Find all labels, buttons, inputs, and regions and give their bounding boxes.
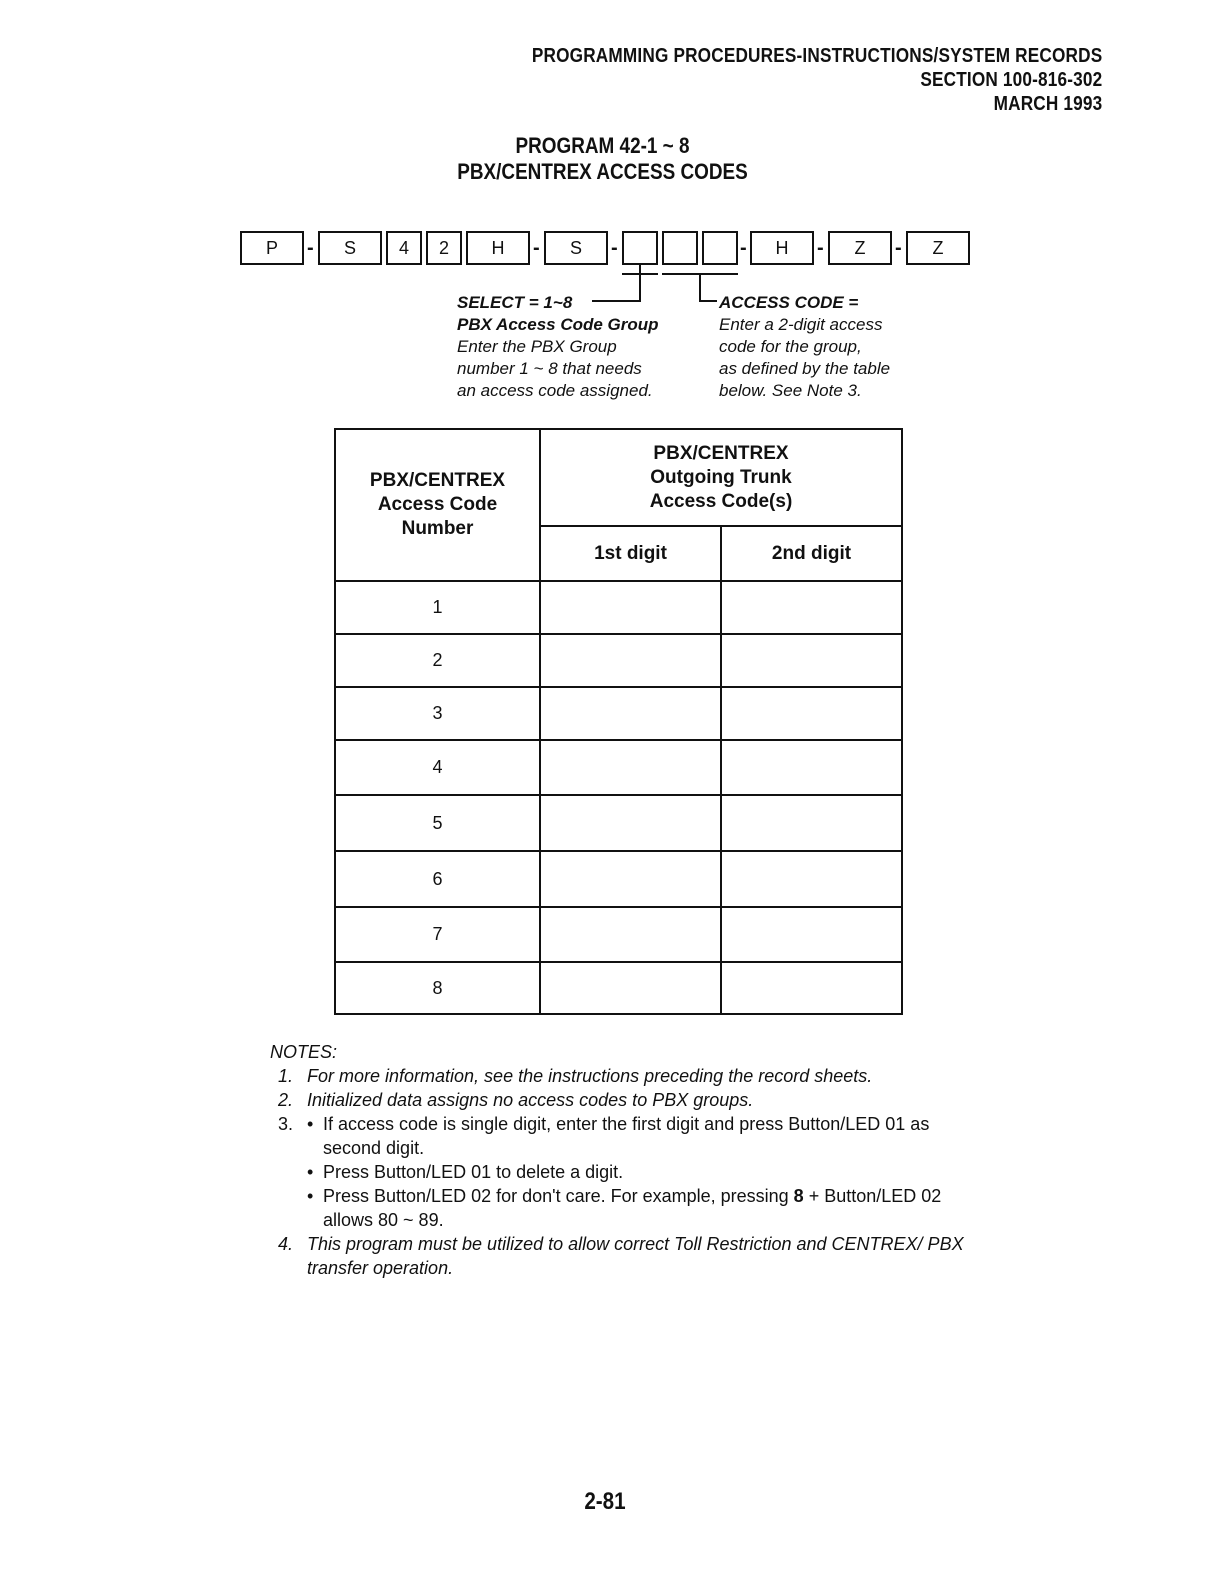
access-annotation (719, 292, 890, 402)
second-digit-cell (721, 851, 902, 907)
second-digit-cell (721, 687, 902, 740)
access-line: below. See Note 3. (719, 381, 862, 400)
note-item (270, 1064, 990, 1088)
first-digit-cell (540, 962, 721, 1014)
table-row (335, 907, 902, 962)
access-label: ACCESS CODE = (719, 293, 859, 312)
note-number: 4. (278, 1234, 294, 1254)
note-bold-digit: 8 (793, 1186, 804, 1206)
table-row (335, 795, 902, 851)
row-number: 2 (335, 634, 540, 687)
note-number: 2. (278, 1090, 294, 1110)
row-number: 3 (335, 687, 540, 740)
key-box-z: Z (906, 231, 970, 265)
select-bracket (622, 273, 658, 275)
row-number: 7 (335, 907, 540, 962)
note-number: 3. (278, 1114, 294, 1134)
select-annotation (457, 292, 659, 402)
row-number: 8 (335, 962, 540, 1014)
key-box-2: 2 (426, 231, 462, 265)
page-number: 2-81 (584, 1488, 626, 1515)
key-box-s: S (544, 231, 608, 265)
select-line: an access code assigned. (457, 381, 653, 400)
access-line: Enter a 2-digit access (719, 315, 883, 334)
note-bullet-text: Press Button/LED 02 for don't care. For example, pressing (323, 1186, 794, 1206)
key-box-access-digit-2 (702, 231, 738, 265)
col-header-access-code-number (335, 429, 540, 581)
header-line: Access Code (377, 494, 498, 515)
access-line: code for the group, (719, 337, 862, 356)
note-text: Initialized data assigns no access codes to PBX groups. (307, 1090, 754, 1110)
separator: - (611, 237, 618, 259)
note-bullet (307, 1184, 990, 1232)
key-box-4: 4 (386, 231, 422, 265)
select-line: Enter the PBX Group (457, 337, 617, 356)
second-digit-cell (721, 634, 902, 687)
program-number: PROGRAM 42-1 ~ 8 (515, 133, 690, 158)
key-box-select (622, 231, 658, 265)
select-label: SELECT = 1~8 (457, 293, 573, 312)
row-number: 4 (335, 740, 540, 795)
first-digit-cell (540, 634, 721, 687)
note-item (270, 1088, 990, 1112)
table-header-row (335, 429, 902, 526)
access-line: as defined by the table (719, 359, 891, 378)
subheader-2nd-digit: 2nd digit (721, 526, 902, 581)
access-connector (699, 300, 717, 302)
separator: - (817, 237, 824, 259)
note-number: 1. (278, 1066, 294, 1086)
col-header-outgoing-trunk (540, 429, 902, 526)
second-digit-cell (721, 795, 902, 851)
table-row (335, 962, 902, 1014)
separator: - (895, 237, 902, 259)
table-row (335, 581, 902, 634)
second-digit-cell (721, 962, 902, 1014)
header-line: PBX/CENTREX (653, 442, 789, 464)
separator: - (307, 237, 314, 259)
separator: - (740, 237, 747, 259)
header-line: Access Code(s) (649, 490, 793, 512)
note-bullet: • If access code is single digit, enter the first digit and press Button/LED 01 as second digit. (307, 1112, 990, 1160)
note-bullet-text: + Button/LED 02 allows 80 ~ 89. (323, 1186, 942, 1230)
first-digit-cell (540, 907, 721, 962)
key-box-access-digit-1 (662, 231, 698, 265)
table-row (335, 687, 902, 740)
first-digit-cell (540, 740, 721, 795)
subheader-1st-digit: 1st digit (540, 526, 721, 581)
note-bullet: • Press Button/LED 01 to delete a digit. (307, 1160, 990, 1184)
row-number: 1 (335, 581, 540, 634)
table-row (335, 634, 902, 687)
header-line: Number (401, 518, 474, 539)
program-name: PBX/CENTREX ACCESS CODES (457, 159, 748, 184)
document-header (531, 44, 1102, 116)
first-digit-cell (540, 687, 721, 740)
key-box-h: H (750, 231, 814, 265)
note-item (270, 1112, 990, 1232)
table-row (335, 740, 902, 795)
first-digit-cell (540, 795, 721, 851)
access-connector (699, 273, 701, 301)
header-line: Outgoing Trunk (650, 466, 792, 488)
separator: - (533, 237, 540, 259)
header-section: SECTION 100-816-302 (919, 69, 1102, 91)
header-title: PROGRAMMING PROCEDURES-INSTRUCTIONS/SYSTEM RECORDS (531, 45, 1102, 67)
row-number: 6 (335, 851, 540, 907)
key-box-z: Z (828, 231, 892, 265)
page-title (84, 133, 1120, 185)
second-digit-cell (721, 907, 902, 962)
select-line: number 1 ~ 8 that needs (457, 359, 642, 378)
header-line: PBX/CENTREX (369, 470, 506, 491)
note-text: For more information, see the instructions preceding the record sheets. (307, 1066, 873, 1086)
key-box-h: H (466, 231, 530, 265)
row-number: 5 (335, 795, 540, 851)
note-item (270, 1232, 990, 1280)
header-date: MARCH 1993 (993, 93, 1102, 115)
note-text: This program must be utilized to allow correct Toll Restriction and CENTREX/ PBX transfer operation. (307, 1234, 964, 1278)
notes-section (270, 1040, 990, 1280)
select-heading: PBX Access Code Group (457, 315, 659, 334)
table-row (335, 851, 902, 907)
second-digit-cell (721, 740, 902, 795)
key-box-p: P (240, 231, 304, 265)
first-digit-cell (540, 581, 721, 634)
notes-title: NOTES: (270, 1042, 338, 1062)
key-box-s: S (318, 231, 382, 265)
access-code-table (334, 428, 903, 1015)
second-digit-cell (721, 581, 902, 634)
first-digit-cell (540, 851, 721, 907)
